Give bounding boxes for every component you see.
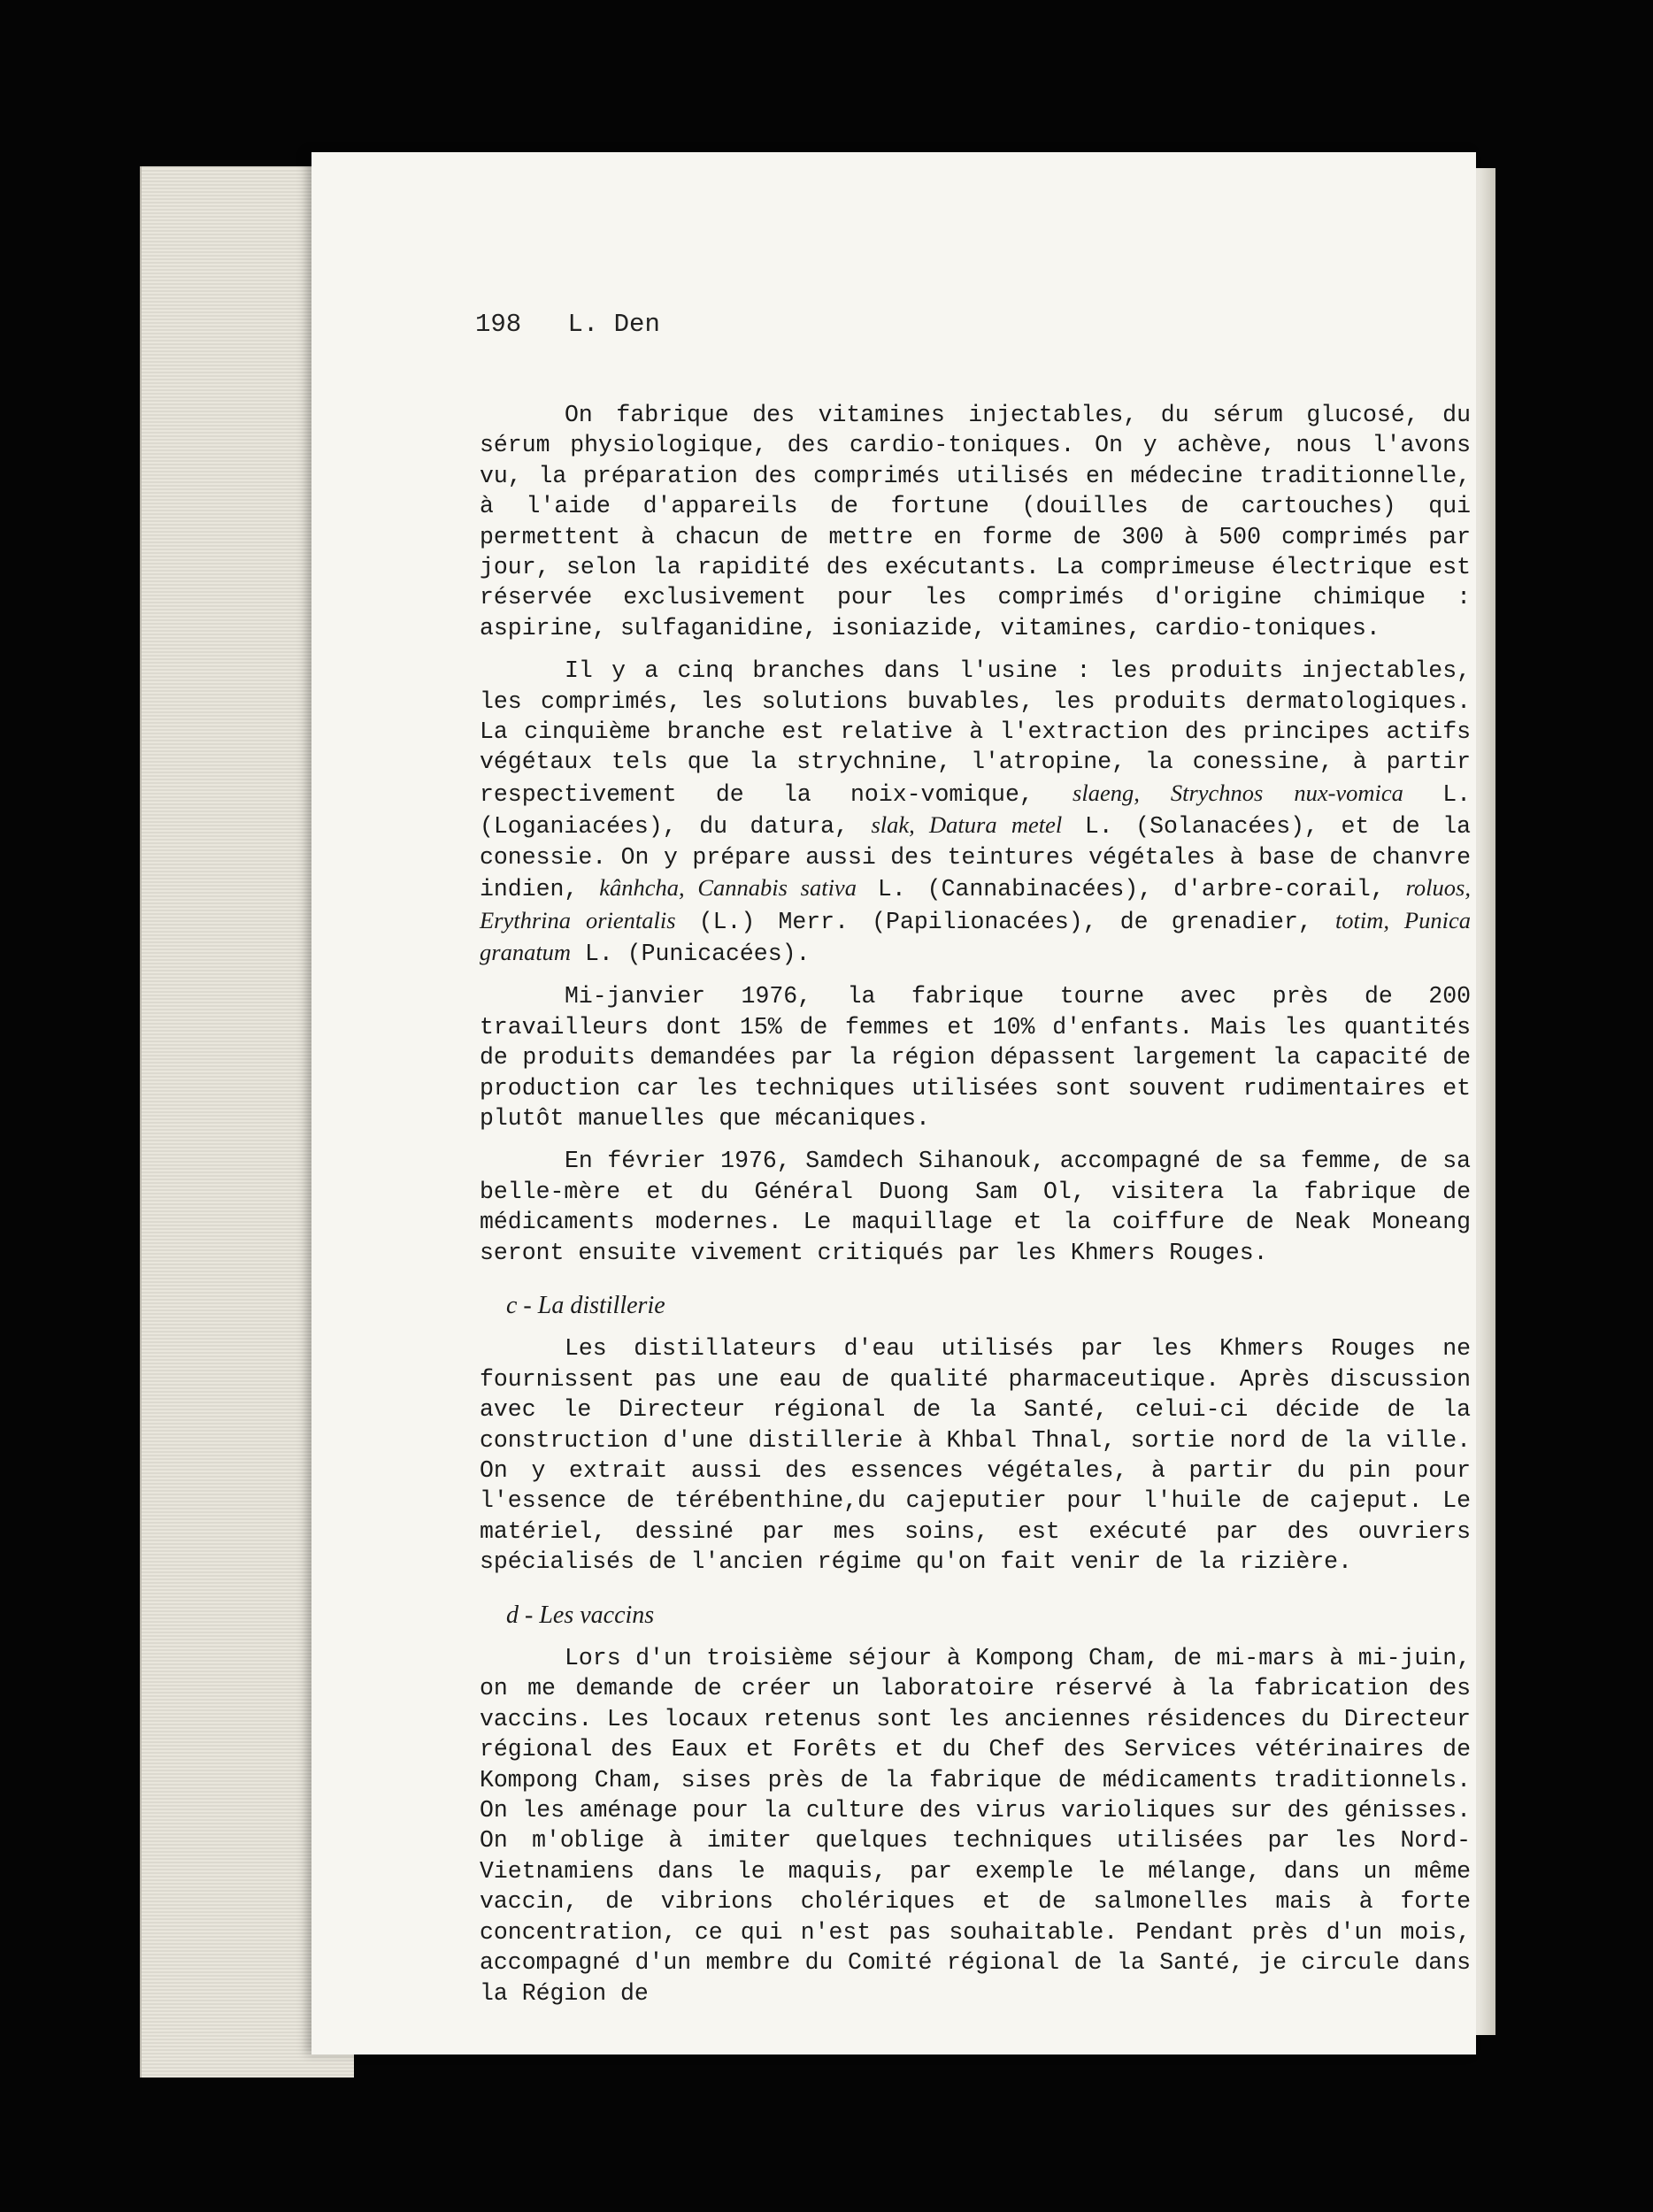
- text-run: Lors d'un troisième séjour à Kompong Cham, de mi-mars à mi-juin, on me demande de créer un laboratoire réservé à la fabrication des vaccins. Les locaux retenus sont les anciennes résidences du Directeur régional des Eaux et Forêts et du Chef des Services vétérinaires de Kompong Cham, sises près de la fabrique de médicaments traditionnels. On les aménage pour la culture des virus varioliques sur des génisses. On m'oblige à imiter quelques techniques utilisées par les Nord-Vietnamiens dans le maquis, par exemple le mélange, dans un même vaccin, de vibrions cholériques et de salmonelles mais à forte concentration, ce qui n'est pas souhaitable. Pendant près d'un mois, accompagné d'un membre du Comité régional de la Santé, je circule dans la Région de: [480, 1645, 1471, 2007]
- text-run: On fabrique des vitamines injectables, du sérum glucosé, du sérum physiologique, des cardio-toniques. On y achève, nous l'avons vu, la préparation des comprimés utilisés en médecine traditionnelle, à l'aide d'appareils de fortune (douilles de cartouches) qui permettent à chacun de mettre en forme de 300 à 500 comprimés par jour, selon la rapidité des exécutants. La comprimeuse électrique est réservée exclusivement pour les comprimés d'origine chimique : aspirine, sulfaganidine, isoniazide, vitamines, cardio-toniques.: [480, 402, 1471, 641]
- text-run: L. (Loganiacées), du datura,: [480, 780, 1472, 841]
- section-heading: d - Les vaccins: [506, 1601, 655, 1629]
- text-run: (L.) Merr. (Papilionacées), de grenadier,: [675, 908, 1335, 935]
- page-body: [480, 400, 1471, 2021]
- species-name: slaeng, Strychnos nux-vomica: [1073, 779, 1403, 806]
- body-paragraph: [480, 656, 1471, 969]
- species-name: kânhcha, Cannabis sativa: [599, 874, 857, 902]
- body-paragraph: [480, 1333, 1471, 1577]
- text-run: Il y a cinq branches dans l'usine : les produits injectables, les comprimés, les solutions buvables, les produits dermatologiques. La cinquième branche est relative à l'extraction des principes actifs végétaux tels que la strychnine, l'atropine, la conessine, à partir respectivement de la noix-vomique,: [480, 657, 1471, 808]
- species-name: roluos, Erythrina orientalis: [480, 874, 1471, 933]
- species-name: totim, Punica granatum: [480, 906, 1471, 965]
- page-number: 198: [475, 310, 522, 339]
- author-name: L. Den: [567, 310, 660, 339]
- species-name: slak, Datura metel: [871, 811, 1063, 839]
- book-page: [311, 152, 1476, 2055]
- body-paragraph: [480, 981, 1471, 1133]
- text-run: Les distillateurs d'eau utilisés par les Khmers Rouges ne fournissent pas une eau de qualité pharmaceutique. Après discussion avec le Directeur régional de la Santé, celui-ci décide de la construction d'une distillerie à Khbal Thnal, sortie nord de la ville. On y extrait aussi des essences végétales, à partir du pin pour l'essence de térébenthine,du cajeputier pour l'huile de cajeput. Le matériel, dessiné par mes soins, est exécuté par des ouvriers spécialisés de l'ancien régime qu'on fait venir de la rizière.: [480, 1335, 1471, 1576]
- section-heading: c - La distillerie: [506, 1291, 665, 1319]
- text-run: En février 1976, Samdech Sihanouk, accompagné de sa femme, de sa belle-mère et du Général Duong Sam Ol, visitera la fabrique de médicaments modernes. Le maquillage et la coiffure de Neak Moneang seront ensuite vivement critiqués par les Khmers Rouges.: [480, 1148, 1471, 1266]
- body-paragraph: [480, 1146, 1471, 1268]
- body-paragraph: [480, 1643, 1471, 2008]
- text-run: L. (Cannabinacées), d'arbre-corail,: [856, 876, 1406, 903]
- body-paragraph: [480, 400, 1471, 643]
- running-header: [475, 310, 660, 339]
- text-run: L. (Solanacées), et de la conessie. On y prépare aussi des teintures végétales à base de chanvre indien,: [480, 813, 1472, 903]
- text-run: L. (Punicacées).: [571, 940, 811, 967]
- text-run: Mi-janvier 1976, la fabrique tourne avec près de 200 travailleurs dont 15% de femmes et 10% d'enfants. Mais les quantités de produits demandées par la région dépassent largement la capacité de production car les techniques utilisées sont souvent rudimentaires et plutôt manuelles que mécaniques.: [480, 983, 1471, 1132]
